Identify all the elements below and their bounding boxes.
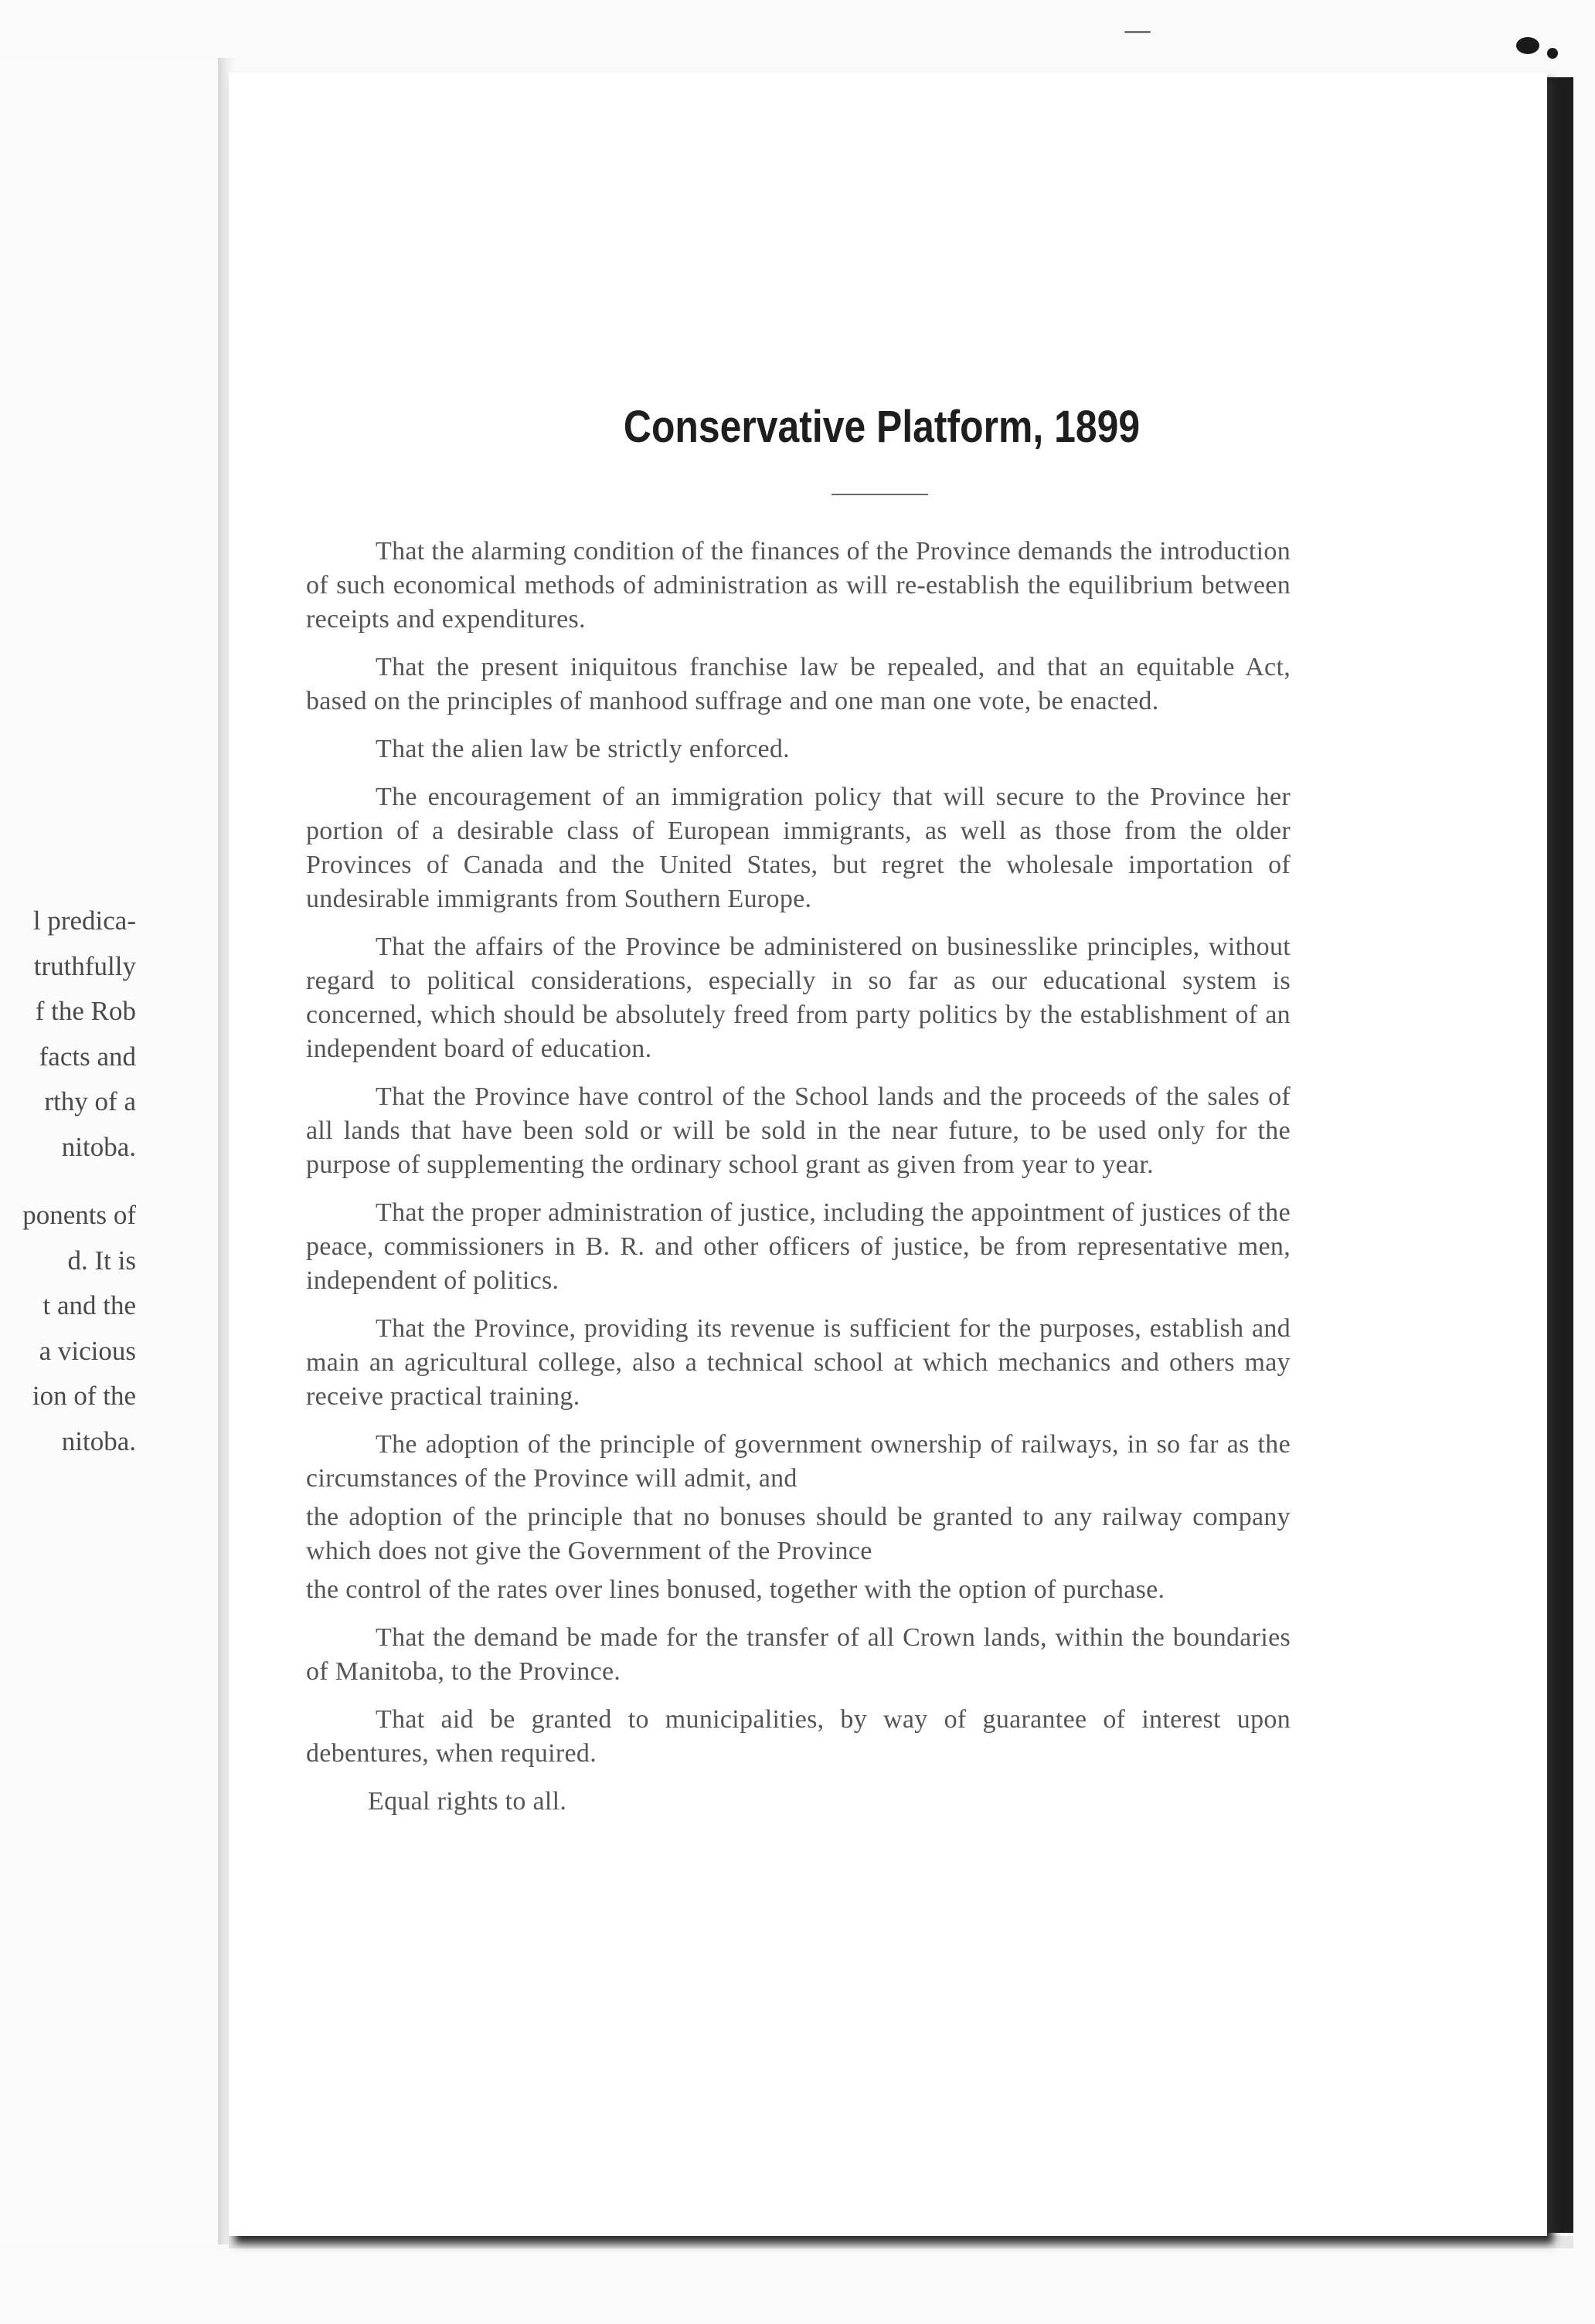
page-edge-shadow (1546, 77, 1573, 2233)
left-line: l predica- (32, 905, 136, 936)
left-line: nitoba. (61, 1425, 136, 1456)
left-line: facts and (39, 1041, 136, 1072)
platform-body (306, 535, 1291, 1833)
paragraph: That the present iniquitous franchise law be repealed, and that an equitable Act, based on the principles of manhood suffrage and one man one vote, be enacted. (306, 653, 1291, 715)
paragraph: That the alarming condition of the finances of the Province demands the introduction of such economical methods of administration as will re-establish the equilibrium between receipts and expenditures. (306, 537, 1291, 634)
page-title: Conservative Platform, 1899 (623, 402, 1141, 452)
scan-speck (1547, 48, 1558, 59)
paragraph: That the alien law be strictly enforced. (376, 735, 790, 763)
paragraph: That the affairs of the Province be administered on businesslike principles, without regard to political considerations, especially in so far as our educational system is concerned, which should be absolutely freed from party politics by the establishment of an independent board of education. (306, 933, 1291, 1063)
title-rule (832, 494, 928, 495)
paragraph: That the Province have control of the School lands and the proceeds of the sales of all lands that have been sold or will be sold in the near future, to be used only for the purpose of supplementing the ordinary school grant as given from year to year. (306, 1082, 1291, 1179)
paragraph: Equal rights to all. (368, 1787, 567, 1816)
left-line: rthy of a (44, 1086, 136, 1116)
document-page (229, 73, 1547, 2236)
left-line: t and the (43, 1290, 136, 1320)
left-line: ion of the (32, 1381, 136, 1411)
paragraph: That aid be granted to municipalities, by way of guarantee of interest upon debentures, when required. (306, 1705, 1291, 1768)
scan-speck (1516, 37, 1539, 54)
left-line: truthfully (33, 950, 136, 981)
scan-speck (1124, 31, 1151, 33)
paragraph: The encouragement of an immigration policy that will secure to the Province her portion of a desirable class of European immigrants, as well as those from the older Provinces of Canada and the United States, but regret the wholesale importation of undesirable immigrants from Southern Europe. (306, 783, 1291, 913)
paragraph: The adoption of the principle of government ownership of railways, in so far as the circumstances of the Province will admit, and (306, 1430, 1291, 1493)
left-page-text (0, 899, 136, 1464)
left-line: a vicious (39, 1335, 136, 1366)
left-facing-page (0, 62, 228, 2241)
paragraph: That the Province, providing its revenue is sufficient for the purposes, establish and main an agricultural college, also a technical school at which mechanics and others may receive practical training. (306, 1314, 1291, 1411)
left-line: ponents of (22, 1200, 136, 1230)
left-line: nitoba. (61, 1131, 136, 1162)
page-bottom-edge (229, 2236, 1573, 2248)
paragraph: the adoption of the principle that no bonuses should be granted to any railway company which does not give the Government of the Province (306, 1503, 1291, 1565)
paragraph: the control of the rates over lines bonused, together with the option of purchase. (306, 1575, 1165, 1604)
left-line: d. It is (67, 1245, 136, 1276)
paragraph: That the demand be made for the transfer of all Crown lands, within the boundaries of Manitoba, to the Province. (306, 1623, 1291, 1686)
left-line: f the Rob (35, 996, 136, 1026)
paragraph: That the proper administration of justice, including the appointment of justices of the peace, commissioners in B. R. and other officers of justice, be from representative men, independent of politics. (306, 1198, 1291, 1295)
